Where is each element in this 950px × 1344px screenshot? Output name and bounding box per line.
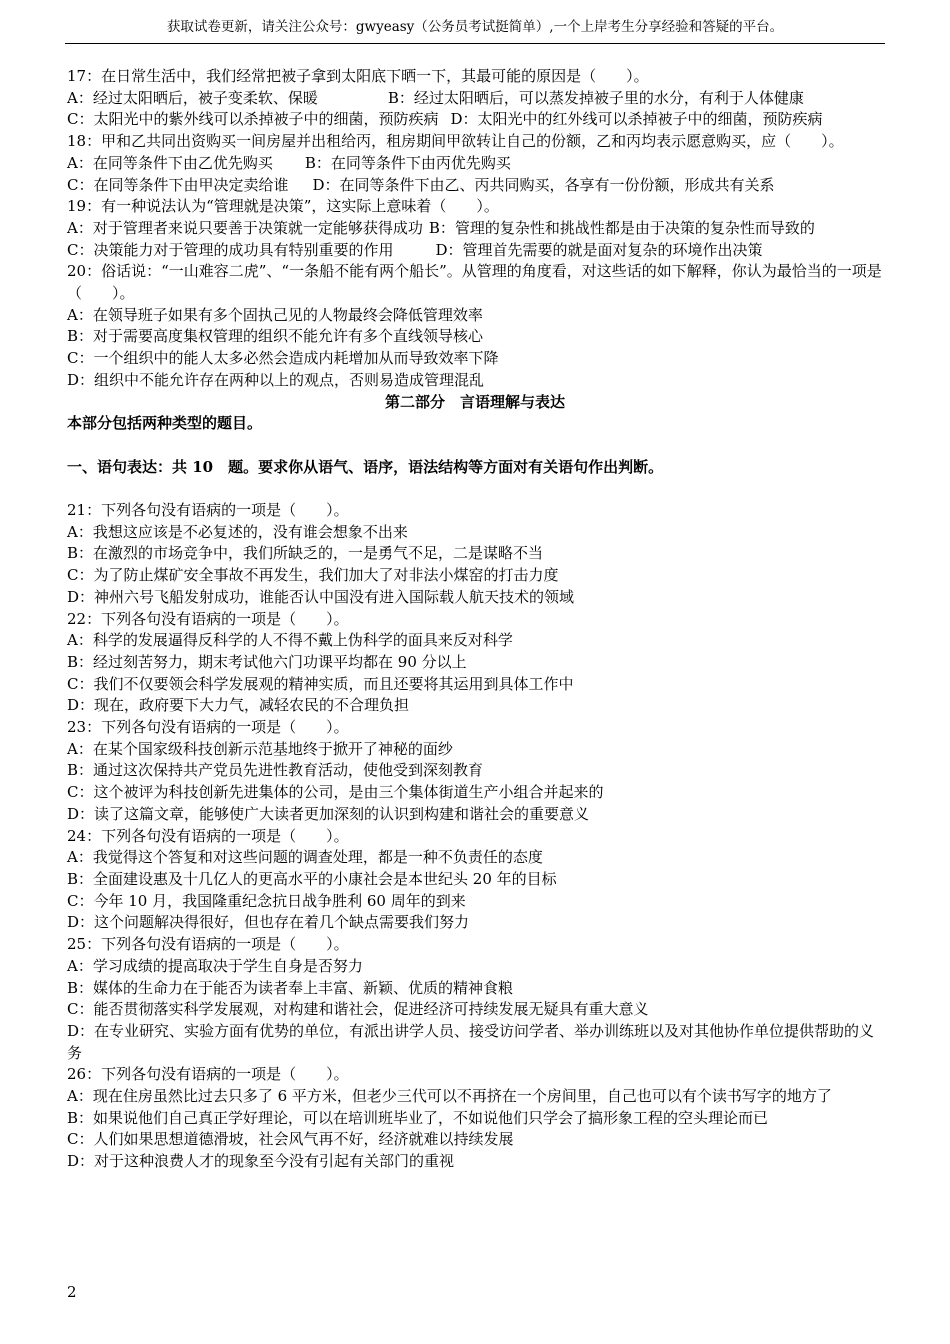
subsection-heading: 一、语句表达：共 10 题。要求你从语气、语序，语法结构等方面对有关语句作出判断。 xyxy=(67,457,664,476)
question-stem: 21：下列各句没有语病的一项是（ ）。 xyxy=(67,501,349,520)
option-c: C：决策能力对于管理的成功具有特别重要的作用 xyxy=(67,240,394,259)
option-b: B：媒体的生命力在于能否为读者奉上丰富、新颖、优质的精神食粮 xyxy=(67,978,514,997)
option-d: D：在同等条件下由乙、丙共同购买，各享有一份份额，形成共有关系 xyxy=(312,175,775,194)
option-d: D：这个问题解决得很好，但也存在着几个缺点需要我们努力 xyxy=(67,913,470,932)
option-a: A：在同等条件下由乙优先购买 xyxy=(67,153,273,172)
option-c: C：今年 10 月，我国隆重纪念抗日战争胜利 60 周年的到来 xyxy=(67,891,466,910)
spacer xyxy=(67,435,883,457)
question-stem: 22：下列各句没有语病的一项是（ ）。 xyxy=(67,609,349,628)
question-18 xyxy=(67,131,883,196)
question-stem: 24：下列各句没有语病的一项是（ ）。 xyxy=(67,826,349,845)
option-b: B：全面建设惠及十几亿人的更高水平的小康社会是本世纪头 20 年的目标 xyxy=(67,869,557,888)
option-b: B：在激烈的市场竞争中，我们所缺乏的，一是勇气不足，二是谋略不当 xyxy=(67,544,544,563)
option-d: D：现在，政府要下大力气，减轻农民的不合理负担 xyxy=(67,696,410,715)
option-c: C：我们不仅要领会科学发展观的精神实质，而且还要将其运用到具体工作中 xyxy=(67,674,574,693)
spacer xyxy=(67,478,883,500)
question-stem: 17：在日常生活中，我们经常把被子拿到太阳底下晒一下，其最可能的原因是（ ）。 xyxy=(67,67,649,85)
option-row xyxy=(67,175,883,197)
option-d: D：组织中不能允许存在两种以上的观点，否则易造成管理混乱 xyxy=(67,370,485,389)
option-a: A：在某个国家级科技创新示范基地终于掀开了神秘的面纱 xyxy=(67,739,453,758)
option-d: D：神州六号飞船发射成功，谁能否认中国没有进入国际载人航天技术的领域 xyxy=(67,587,575,606)
option-c: C：能否贯彻落实科学发展观，对构建和谐社会，促进经济可持续发展无疑具有重大意义 xyxy=(67,1000,649,1019)
question-23 xyxy=(67,717,883,826)
question-19 xyxy=(67,196,883,261)
question-20 xyxy=(67,261,883,391)
question-25 xyxy=(67,934,883,1064)
option-row xyxy=(67,88,883,110)
question-21 xyxy=(67,500,883,609)
option-b: B：经过刻苦努力，期末考试他六门功课平均都在 90 分以上 xyxy=(67,652,467,671)
option-b: B：经过太阳晒后，可以蒸发掉被子里的水分，有利于人体健康 xyxy=(387,88,804,107)
option-d: D：读了这篇文章，能够使广大读者更加深刻的认识到构建和谐社会的重要意义 xyxy=(67,804,590,823)
option-a: A：现在住房虽然比过去只多了 6 平方米，但老少三代可以不再挤在一个房间里，自己也可以有个读书写字的地方了 xyxy=(67,1087,832,1106)
question-stem: 26：下列各句没有语病的一项是（ ）。 xyxy=(67,1065,349,1084)
option-c: C：一个组织中的能人太多必然会造成内耗增加从而导致效率下降 xyxy=(67,349,499,368)
option-row xyxy=(67,218,883,240)
option-b: B：在同等条件下由丙优先购买 xyxy=(304,153,511,172)
option-a: A：在领导班子如果有多个固执己见的人物最终会降低管理效率 xyxy=(67,305,483,324)
option-row xyxy=(67,153,883,175)
option-c: C：这个被评为科技创新先进集体的公司，是由三个集体街道生产小组合并起来的 xyxy=(67,783,604,802)
question-26 xyxy=(67,1064,883,1173)
question-24 xyxy=(67,826,883,935)
question-17 xyxy=(67,66,883,131)
option-row xyxy=(67,109,883,131)
question-stem: 23：下列各句没有语病的一项是（ ）。 xyxy=(67,718,349,737)
question-stem: 18：甲和乙共同出资购买一间房屋并出租给丙，租房期间甲欲转让自己的份额，乙和丙均表示愿意购买，应（ ）。 xyxy=(67,132,844,151)
option-d: D：管理首先需要的就是面对复杂的环境作出决策 xyxy=(435,240,763,259)
option-a: A：经过太阳晒后，被子变柔软、保暖 xyxy=(67,88,318,107)
question-stem: 25：下列各句没有语病的一项是（ ）。 xyxy=(67,935,349,954)
question-22 xyxy=(67,609,883,718)
option-c: C：人们如果思想道德滑坡，社会风气再不好，经济就难以持续发展 xyxy=(67,1130,514,1149)
option-b: B：如果说他们自己真正学好理论，可以在培训班毕业了，不如说他们只学会了搞形象工程的空头理论而已 xyxy=(67,1108,769,1127)
option-d: D：在专业研究、实验方面有优势的单位，有派出讲学人员、接受访问学者、举办训练班以及对其他协作单位提供帮助的义务 xyxy=(67,1021,875,1062)
option-row xyxy=(67,240,883,262)
option-a: A：学习成绩的提高取决于学生自身是否努力 xyxy=(67,956,363,975)
option-c: C：太阳光中的紫外线可以杀掉被子中的细菌，预防疾病 xyxy=(67,110,439,129)
option-a: A：我觉得这个答复和对这些问题的调查处理，都是一种不负责任的态度 xyxy=(67,848,543,867)
page-header: 获取试卷更新，请关注公众号：gwyeasy（公务员考试挺简单）,一个上岸考生分享经验和答疑的平台。 xyxy=(166,19,784,35)
option-d: D：对于这种浪费人才的现象至今没有引起有关部门的重视 xyxy=(67,1152,455,1171)
section-intro: 本部分包括两种类型的题目。 xyxy=(67,414,263,433)
option-c: C：为了防止煤矿安全事故不再发生，我们加大了对非法小煤窑的打击力度 xyxy=(67,566,559,585)
option-a: A：科学的发展逼得反科学的人不得不戴上伪科学的面具来反对科学 xyxy=(67,631,513,650)
option-b: B：对于需要高度集权管理的组织不能允许有多个直线领导核心 xyxy=(67,327,484,346)
question-stem: 20：俗话说：“一山难容二虎”、“一条船不能有两个船长”。从管理的角度看，对这些话的如下解释，你认为最恰当的一项是（ ）。 xyxy=(67,262,882,303)
option-a: A：我想这应该是不必复述的，没有谁会想象不出来 xyxy=(67,522,408,541)
option-c: C：在同等条件下由甲决定卖给谁 xyxy=(67,175,289,194)
document-body xyxy=(67,66,883,1173)
page-number: 2 xyxy=(67,1283,77,1301)
option-b: B：通过这次保持共产党员先进性教育活动，使他受到深刻教育 xyxy=(67,761,484,780)
section-title: 第二部分 言语理解与表达 xyxy=(384,392,565,411)
option-d: D：太阳光中的红外线可以杀掉被子中的细菌，预防疾病 xyxy=(450,110,823,129)
option-b: B：管理的复杂性和挑战性都是由于决策的复杂性而导致的 xyxy=(428,218,815,237)
header-divider xyxy=(65,43,885,44)
option-a: A：对于管理者来说只要善于决策就一定能够获得成功 xyxy=(67,218,423,237)
question-stem: 19：有一种说法认为“管理就是决策”，这实际上意味着（ ）。 xyxy=(67,197,499,216)
